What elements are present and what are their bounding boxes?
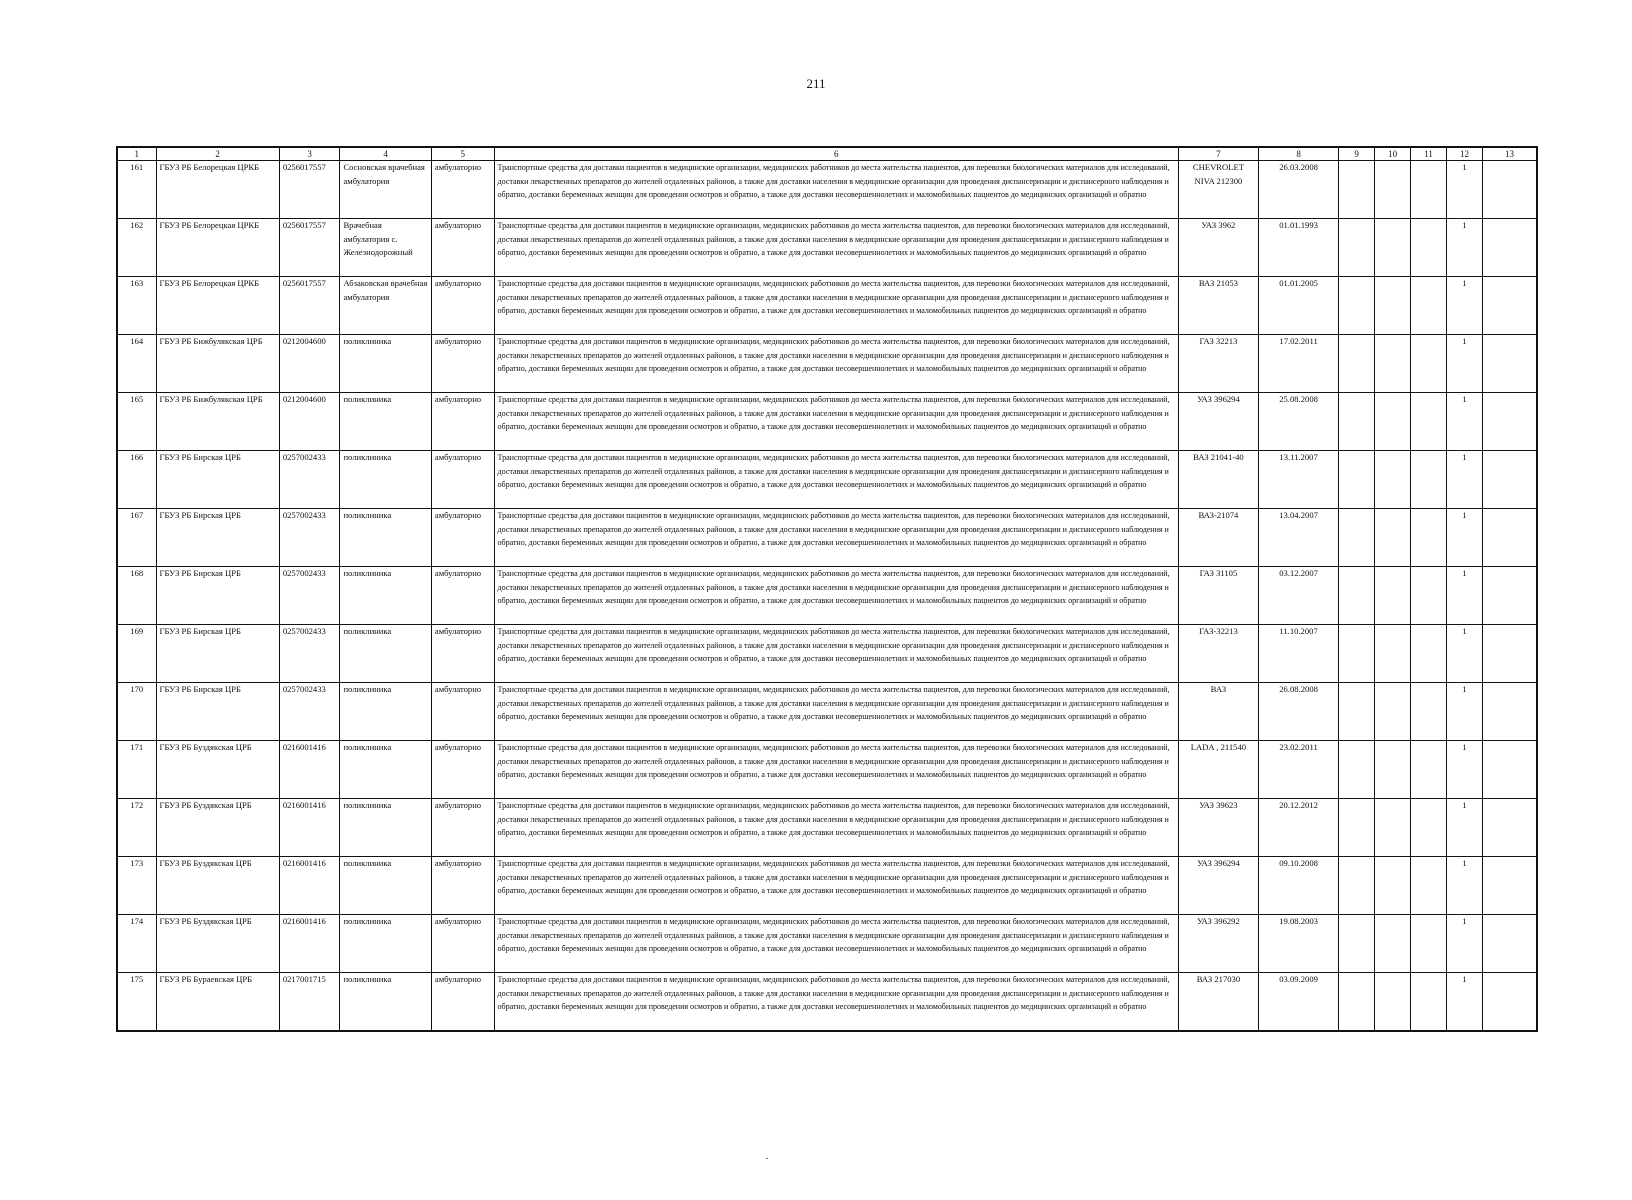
column-11-cell bbox=[1411, 451, 1447, 509]
purpose-description-cell: Транспортные средства для доставки пациентов в медицинские организации, медицинских работников до места жительства пациентов, для перевозки биологических материалов для исследований, доставки лекарственных препаратов до жителей отдаленных районов, а также для доставки населения в медицинские организации для проведения диспансеризации и диспансерного наблюдения и обратно, доставки беременных женщин для проведения осмотров и обратно, а также для доставки несовершеннолетних и маломобильных пациентов до медицинских организаций и обратно bbox=[494, 915, 1178, 973]
subdivision-cell: поликлиника bbox=[340, 741, 431, 799]
table-row bbox=[117, 857, 1537, 915]
acquisition-date-cell: 03.12.2007 bbox=[1259, 567, 1339, 625]
inn-cell: 0257002433 bbox=[279, 567, 340, 625]
inn-cell: 0256017557 bbox=[279, 161, 340, 219]
column-10-cell bbox=[1375, 683, 1411, 741]
page-number: 211 bbox=[806, 76, 826, 91]
row-number-cell: 167 bbox=[117, 509, 156, 567]
inn-cell: 0217001715 bbox=[279, 973, 340, 1032]
column-12-cell: 1 bbox=[1447, 451, 1483, 509]
column-13-cell bbox=[1482, 973, 1537, 1032]
column-11-cell bbox=[1411, 799, 1447, 857]
purpose-description-cell: Транспортные средства для доставки пациентов в медицинские организации, медицинских работников до места жительства пациентов, для перевозки биологических материалов для исследований, доставки лекарственных препаратов до жителей отдаленных районов, а также для доставки населения в медицинские организации для проведения диспансеризации и диспансерного наблюдения и обратно, доставки беременных женщин для проведения осмотров и обратно, а также для доставки несовершеннолетних и маломобильных пациентов до медицинских организаций и обратно bbox=[494, 161, 1178, 219]
column-11-cell bbox=[1411, 393, 1447, 451]
vehicle-model-cell: ВАЗ 21041-40 bbox=[1178, 451, 1258, 509]
column-13-cell bbox=[1482, 799, 1537, 857]
row-number-cell: 165 bbox=[117, 393, 156, 451]
organization-cell: ГБУЗ РБ Белорецкая ЦРКБ bbox=[156, 161, 279, 219]
purpose-description-cell: Транспортные средства для доставки пациентов в медицинские организации, медицинских работников до места жительства пациентов, для перевозки биологических материалов для исследований, доставки лекарственных препаратов до жителей отдаленных районов, а также для доставки населения в медицинские организации для проведения диспансеризации и диспансерного наблюдения и обратно, доставки беременных женщин для проведения осмотров и обратно, а также для доставки несовершеннолетних и маломобильных пациентов до медицинских организаций и обратно bbox=[494, 741, 1178, 799]
column-number-header-row bbox=[117, 147, 1537, 161]
column-13-cell bbox=[1482, 915, 1537, 973]
table-row bbox=[117, 567, 1537, 625]
column-11-cell bbox=[1411, 683, 1447, 741]
subdivision-cell: Сосновская врачебная амбулатория bbox=[340, 161, 431, 219]
table-row bbox=[117, 161, 1537, 219]
column-10-cell bbox=[1375, 915, 1411, 973]
column-12-cell: 1 bbox=[1447, 973, 1483, 1032]
column-13-cell bbox=[1482, 277, 1537, 335]
inn-cell: 0216001416 bbox=[279, 915, 340, 973]
inn-cell: 0256017557 bbox=[279, 277, 340, 335]
column-12-cell: 1 bbox=[1447, 915, 1483, 973]
acquisition-date-cell: 17.02.2011 bbox=[1259, 335, 1339, 393]
subdivision-cell: поликлиника bbox=[340, 799, 431, 857]
acquisition-date-cell: 09.10.2008 bbox=[1259, 857, 1339, 915]
row-number-cell: 173 bbox=[117, 857, 156, 915]
column-13-cell bbox=[1482, 741, 1537, 799]
column-12-cell: 1 bbox=[1447, 625, 1483, 683]
organization-cell: ГБУЗ РБ Бирская ЦРБ bbox=[156, 567, 279, 625]
organization-cell: ГБУЗ РБ Бирская ЦРБ bbox=[156, 451, 279, 509]
column-11-cell bbox=[1411, 161, 1447, 219]
column-header: 13 bbox=[1482, 147, 1537, 161]
subdivision-cell: поликлиника bbox=[340, 625, 431, 683]
subdivision-cell: поликлиника bbox=[340, 915, 431, 973]
care-type-cell: амбулаторно bbox=[431, 567, 494, 625]
column-header: 8 bbox=[1259, 147, 1339, 161]
vehicle-model-cell: CHEVROLET NIVA 212300 bbox=[1178, 161, 1258, 219]
subdivision-cell: поликлиника bbox=[340, 509, 431, 567]
row-number-cell: 172 bbox=[117, 799, 156, 857]
care-type-cell: амбулаторно bbox=[431, 509, 494, 567]
organization-cell: ГБУЗ РБ Бураевская ЦРБ bbox=[156, 973, 279, 1032]
organization-cell: ГБУЗ РБ Буздякская ЦРБ bbox=[156, 741, 279, 799]
column-9-cell bbox=[1339, 219, 1375, 277]
purpose-description-cell: Транспортные средства для доставки пациентов в медицинские организации, медицинских работников до места жительства пациентов, для перевозки биологических материалов для исследований, доставки лекарственных препаратов до жителей отдаленных районов, а также для доставки населения в медицинские организации для проведения диспансеризации и диспансерного наблюдения и обратно, доставки беременных женщин для проведения осмотров и обратно, а также для доставки несовершеннолетних и маломобильных пациентов до медицинских организаций и обратно bbox=[494, 567, 1178, 625]
organization-cell: ГБУЗ РБ Белорецкая ЦРКБ bbox=[156, 219, 279, 277]
purpose-description-cell: Транспортные средства для доставки пациентов в медицинские организации, медицинских работников до места жительства пациентов, для перевозки биологических материалов для исследований, доставки лекарственных препаратов до жителей отдаленных районов, а также для доставки населения в медицинские организации для проведения диспансеризации и диспансерного наблюдения и обратно, доставки беременных женщин для проведения осмотров и обратно, а также для доставки несовершеннолетних и маломобильных пациентов до медицинских организаций и обратно bbox=[494, 277, 1178, 335]
acquisition-date-cell: 25.08.2008 bbox=[1259, 393, 1339, 451]
care-type-cell: амбулаторно bbox=[431, 161, 494, 219]
table-row bbox=[117, 973, 1537, 1032]
purpose-description-cell: Транспортные средства для доставки пациентов в медицинские организации, медицинских работников до места жительства пациентов, для перевозки биологических материалов для исследований, доставки лекарственных препаратов до жителей отдаленных районов, а также для доставки населения в медицинские организации для проведения диспансеризации и диспансерного наблюдения и обратно, доставки беременных женщин для проведения осмотров и обратно, а также для доставки несовершеннолетних и маломобильных пациентов до медицинских организаций и обратно bbox=[494, 683, 1178, 741]
organization-cell: ГБУЗ РБ Бижбулякская ЦРБ bbox=[156, 335, 279, 393]
column-9-cell bbox=[1339, 451, 1375, 509]
column-12-cell: 1 bbox=[1447, 509, 1483, 567]
organization-cell: ГБУЗ РБ Буздякская ЦРБ bbox=[156, 799, 279, 857]
vehicle-model-cell: ВАЗ 21053 bbox=[1178, 277, 1258, 335]
purpose-description-cell: Транспортные средства для доставки пациентов в медицинские организации, медицинских работников до места жительства пациентов, для перевозки биологических материалов для исследований, доставки лекарственных препаратов до жителей отдаленных районов, а также для доставки населения в медицинские организации для проведения диспансеризации и диспансерного наблюдения и обратно, доставки беременных женщин для проведения осмотров и обратно, а также для доставки несовершеннолетних и маломобильных пациентов до медицинских организаций и обратно bbox=[494, 509, 1178, 567]
inn-cell: 0256017557 bbox=[279, 219, 340, 277]
purpose-description-cell: Транспортные средства для доставки пациентов в медицинские организации, медицинских работников до места жительства пациентов, для перевозки биологических материалов для исследований, доставки лекарственных препаратов до жителей отдаленных районов, а также для доставки населения в медицинские организации для проведения диспансеризации и диспансерного наблюдения и обратно, доставки беременных женщин для проведения осмотров и обратно, а также для доставки несовершеннолетних и маломобильных пациентов до медицинских организаций и обратно bbox=[494, 451, 1178, 509]
care-type-cell: амбулаторно bbox=[431, 799, 494, 857]
column-12-cell: 1 bbox=[1447, 857, 1483, 915]
column-11-cell bbox=[1411, 915, 1447, 973]
vehicle-model-cell: ВАЗ bbox=[1178, 683, 1258, 741]
acquisition-date-cell: 11.10.2007 bbox=[1259, 625, 1339, 683]
vehicle-model-cell: УАЗ 39623 bbox=[1178, 799, 1258, 857]
column-11-cell bbox=[1411, 857, 1447, 915]
organization-cell: ГБУЗ РБ Буздякская ЦРБ bbox=[156, 857, 279, 915]
column-10-cell bbox=[1375, 335, 1411, 393]
column-10-cell bbox=[1375, 393, 1411, 451]
organization-cell: ГБУЗ РБ Бирская ЦРБ bbox=[156, 509, 279, 567]
care-type-cell: амбулаторно bbox=[431, 741, 494, 799]
column-12-cell: 1 bbox=[1447, 335, 1483, 393]
subdivision-cell: поликлиника bbox=[340, 683, 431, 741]
column-10-cell bbox=[1375, 219, 1411, 277]
column-10-cell bbox=[1375, 741, 1411, 799]
column-9-cell bbox=[1339, 335, 1375, 393]
care-type-cell: амбулаторно bbox=[431, 857, 494, 915]
row-number-cell: 161 bbox=[117, 161, 156, 219]
column-13-cell bbox=[1482, 451, 1537, 509]
acquisition-date-cell: 19.08.2003 bbox=[1259, 915, 1339, 973]
inn-cell: 0216001416 bbox=[279, 741, 340, 799]
organization-cell: ГБУЗ РБ Бирская ЦРБ bbox=[156, 625, 279, 683]
column-11-cell bbox=[1411, 625, 1447, 683]
column-12-cell: 1 bbox=[1447, 219, 1483, 277]
column-header: 1 bbox=[117, 147, 156, 161]
vehicle-model-cell: ВАЗ-21074 bbox=[1178, 509, 1258, 567]
row-number-cell: 168 bbox=[117, 567, 156, 625]
column-9-cell bbox=[1339, 393, 1375, 451]
purpose-description-cell: Транспортные средства для доставки пациентов в медицинские организации, медицинских работников до места жительства пациентов, для перевозки биологических материалов для исследований, доставки лекарственных препаратов до жителей отдаленных районов, а также для доставки населения в медицинские организации для проведения диспансеризации и диспансерного наблюдения и обратно, доставки беременных женщин для проведения осмотров и обратно, а также для доставки несовершеннолетних и маломобильных пациентов до медицинских организаций и обратно bbox=[494, 219, 1178, 277]
table-row bbox=[117, 277, 1537, 335]
vehicle-model-cell: LADA , 211540 bbox=[1178, 741, 1258, 799]
column-9-cell bbox=[1339, 683, 1375, 741]
column-10-cell bbox=[1375, 161, 1411, 219]
inn-cell: 0257002433 bbox=[279, 509, 340, 567]
column-12-cell: 1 bbox=[1447, 161, 1483, 219]
row-number-cell: 170 bbox=[117, 683, 156, 741]
column-13-cell bbox=[1482, 857, 1537, 915]
acquisition-date-cell: 23.02.2011 bbox=[1259, 741, 1339, 799]
column-9-cell bbox=[1339, 741, 1375, 799]
column-10-cell bbox=[1375, 973, 1411, 1032]
table-row bbox=[117, 509, 1537, 567]
column-9-cell bbox=[1339, 625, 1375, 683]
subdivision-cell: поликлиника bbox=[340, 451, 431, 509]
column-header: 4 bbox=[340, 147, 431, 161]
care-type-cell: амбулаторно bbox=[431, 683, 494, 741]
column-11-cell bbox=[1411, 219, 1447, 277]
acquisition-date-cell: 03.09.2009 bbox=[1259, 973, 1339, 1032]
vehicle-registry-table bbox=[116, 146, 1538, 1032]
scan-speck bbox=[766, 1158, 768, 1159]
organization-cell: ГБУЗ РБ Буздякская ЦРБ bbox=[156, 915, 279, 973]
column-9-cell bbox=[1339, 567, 1375, 625]
column-9-cell bbox=[1339, 915, 1375, 973]
column-header: 12 bbox=[1447, 147, 1483, 161]
column-13-cell bbox=[1482, 393, 1537, 451]
acquisition-date-cell: 26.08.2008 bbox=[1259, 683, 1339, 741]
column-9-cell bbox=[1339, 799, 1375, 857]
vehicle-model-cell: ГАЗ 31105 bbox=[1178, 567, 1258, 625]
inn-cell: 0212004600 bbox=[279, 393, 340, 451]
column-13-cell bbox=[1482, 625, 1537, 683]
table-row bbox=[117, 799, 1537, 857]
organization-cell: ГБУЗ РБ Белорецкая ЦРКБ bbox=[156, 277, 279, 335]
row-number-cell: 164 bbox=[117, 335, 156, 393]
column-11-cell bbox=[1411, 741, 1447, 799]
vehicle-model-cell: УАЗ 396294 bbox=[1178, 857, 1258, 915]
row-number-cell: 169 bbox=[117, 625, 156, 683]
column-9-cell bbox=[1339, 277, 1375, 335]
column-header: 7 bbox=[1178, 147, 1258, 161]
table-row bbox=[117, 741, 1537, 799]
column-12-cell: 1 bbox=[1447, 277, 1483, 335]
vehicle-model-cell: ГАЗ-32213 bbox=[1178, 625, 1258, 683]
row-number-cell: 163 bbox=[117, 277, 156, 335]
column-10-cell bbox=[1375, 799, 1411, 857]
care-type-cell: амбулаторно bbox=[431, 451, 494, 509]
acquisition-date-cell: 01.01.1993 bbox=[1259, 219, 1339, 277]
care-type-cell: амбулаторно bbox=[431, 625, 494, 683]
column-13-cell bbox=[1482, 161, 1537, 219]
organization-cell: ГБУЗ РБ Бирская ЦРБ bbox=[156, 683, 279, 741]
inn-cell: 0257002433 bbox=[279, 451, 340, 509]
subdivision-cell: поликлиника bbox=[340, 393, 431, 451]
table-row bbox=[117, 393, 1537, 451]
acquisition-date-cell: 20.12.2012 bbox=[1259, 799, 1339, 857]
column-13-cell bbox=[1482, 219, 1537, 277]
table-row bbox=[117, 915, 1537, 973]
column-9-cell bbox=[1339, 161, 1375, 219]
inn-cell: 0216001416 bbox=[279, 857, 340, 915]
column-12-cell: 1 bbox=[1447, 683, 1483, 741]
inn-cell: 0257002433 bbox=[279, 683, 340, 741]
table-row bbox=[117, 683, 1537, 741]
table-row bbox=[117, 335, 1537, 393]
column-10-cell bbox=[1375, 509, 1411, 567]
column-12-cell: 1 bbox=[1447, 799, 1483, 857]
column-header: 2 bbox=[156, 147, 279, 161]
row-number-cell: 174 bbox=[117, 915, 156, 973]
column-header: 5 bbox=[431, 147, 494, 161]
inn-cell: 0257002433 bbox=[279, 625, 340, 683]
row-number-cell: 175 bbox=[117, 973, 156, 1032]
column-header: 3 bbox=[279, 147, 340, 161]
column-13-cell bbox=[1482, 335, 1537, 393]
table-row bbox=[117, 625, 1537, 683]
column-9-cell bbox=[1339, 509, 1375, 567]
table-row bbox=[117, 451, 1537, 509]
column-header: 6 bbox=[494, 147, 1178, 161]
column-12-cell: 1 bbox=[1447, 741, 1483, 799]
column-10-cell bbox=[1375, 625, 1411, 683]
column-9-cell bbox=[1339, 973, 1375, 1032]
inn-cell: 0216001416 bbox=[279, 799, 340, 857]
column-12-cell: 1 bbox=[1447, 393, 1483, 451]
table-body bbox=[117, 161, 1537, 1032]
column-header: 11 bbox=[1411, 147, 1447, 161]
subdivision-cell: Абзаковская врачебная амбулатория bbox=[340, 277, 431, 335]
row-number-cell: 162 bbox=[117, 219, 156, 277]
column-11-cell bbox=[1411, 335, 1447, 393]
column-10-cell bbox=[1375, 277, 1411, 335]
vehicle-model-cell: УАЗ 396292 bbox=[1178, 915, 1258, 973]
care-type-cell: амбулаторно bbox=[431, 277, 494, 335]
column-11-cell bbox=[1411, 973, 1447, 1032]
acquisition-date-cell: 13.11.2007 bbox=[1259, 451, 1339, 509]
acquisition-date-cell: 26.03.2008 bbox=[1259, 161, 1339, 219]
inn-cell: 0212004600 bbox=[279, 335, 340, 393]
subdivision-cell: поликлиника bbox=[340, 973, 431, 1032]
care-type-cell: амбулаторно bbox=[431, 219, 494, 277]
vehicle-model-cell: УАЗ 396294 bbox=[1178, 393, 1258, 451]
vehicle-model-cell: УАЗ 3962 bbox=[1178, 219, 1258, 277]
column-13-cell bbox=[1482, 509, 1537, 567]
column-11-cell bbox=[1411, 509, 1447, 567]
subdivision-cell: поликлиника bbox=[340, 335, 431, 393]
column-10-cell bbox=[1375, 857, 1411, 915]
column-header: 10 bbox=[1375, 147, 1411, 161]
care-type-cell: амбулаторно bbox=[431, 973, 494, 1032]
care-type-cell: амбулаторно bbox=[431, 393, 494, 451]
purpose-description-cell: Транспортные средства для доставки пациентов в медицинские организации, медицинских работников до места жительства пациентов, для перевозки биологических материалов для исследований, доставки лекарственных препаратов до жителей отдаленных районов, а также для доставки населения в медицинские организации для проведения диспансеризации и диспансерного наблюдения и обратно, доставки беременных женщин для проведения осмотров и обратно, а также для доставки несовершеннолетних и маломобильных пациентов до медицинских организаций и обратно bbox=[494, 335, 1178, 393]
purpose-description-cell: Транспортные средства для доставки пациентов в медицинские организации, медицинских работников до места жительства пациентов, для перевозки биологических материалов для исследований, доставки лекарственных препаратов до жителей отдаленных районов, а также для доставки населения в медицинские организации для проведения диспансеризации и диспансерного наблюдения и обратно, доставки беременных женщин для проведения осмотров и обратно, а также для доставки несовершеннолетних и маломобильных пациентов до медицинских организаций и обратно bbox=[494, 393, 1178, 451]
column-13-cell bbox=[1482, 567, 1537, 625]
column-10-cell bbox=[1375, 567, 1411, 625]
acquisition-date-cell: 13.04.2007 bbox=[1259, 509, 1339, 567]
column-header: 9 bbox=[1339, 147, 1375, 161]
acquisition-date-cell: 01.01.2005 bbox=[1259, 277, 1339, 335]
column-12-cell: 1 bbox=[1447, 567, 1483, 625]
purpose-description-cell: Транспортные средства для доставки пациентов в медицинские организации, медицинских работников до места жительства пациентов, для перевозки биологических материалов для исследований, доставки лекарственных препаратов до жителей отдаленных районов, а также для доставки населения в медицинские организации для проведения диспансеризации и диспансерного наблюдения и обратно, доставки беременных женщин для проведения осмотров и обратно, а также для доставки несовершеннолетних и маломобильных пациентов до медицинских организаций и обратно bbox=[494, 799, 1178, 857]
table-row bbox=[117, 219, 1537, 277]
row-number-cell: 166 bbox=[117, 451, 156, 509]
column-13-cell bbox=[1482, 683, 1537, 741]
vehicle-model-cell: ВАЗ 217030 bbox=[1178, 973, 1258, 1032]
purpose-description-cell: Транспортные средства для доставки пациентов в медицинские организации, медицинских работников до места жительства пациентов, для перевозки биологических материалов для исследований, доставки лекарственных препаратов до жителей отдаленных районов, а также для доставки населения в медицинские организации для проведения диспансеризации и диспансерного наблюдения и обратно, доставки беременных женщин для проведения осмотров и обратно, а также для доставки несовершеннолетних и маломобильных пациентов до медицинских организаций и обратно bbox=[494, 857, 1178, 915]
column-9-cell bbox=[1339, 857, 1375, 915]
column-11-cell bbox=[1411, 277, 1447, 335]
purpose-description-cell: Транспортные средства для доставки пациентов в медицинские организации, медицинских работников до места жительства пациентов, для перевозки биологических материалов для исследований, доставки лекарственных препаратов до жителей отдаленных районов, а также для доставки населения в медицинские организации для проведения диспансеризации и диспансерного наблюдения и обратно, доставки беременных женщин для проведения осмотров и обратно, а также для доставки несовершеннолетних и маломобильных пациентов до медицинских организаций и обратно bbox=[494, 973, 1178, 1032]
purpose-description-cell: Транспортные средства для доставки пациентов в медицинские организации, медицинских работников до места жительства пациентов, для перевозки биологических материалов для исследований, доставки лекарственных препаратов до жителей отдаленных районов, а также для доставки населения в медицинские организации для проведения диспансеризации и диспансерного наблюдения и обратно, доставки беременных женщин для проведения осмотров и обратно, а также для доставки несовершеннолетних и маломобильных пациентов до медицинских организаций и обратно bbox=[494, 625, 1178, 683]
column-10-cell bbox=[1375, 451, 1411, 509]
vehicle-model-cell: ГАЗ 32213 bbox=[1178, 335, 1258, 393]
row-number-cell: 171 bbox=[117, 741, 156, 799]
care-type-cell: амбулаторно bbox=[431, 335, 494, 393]
column-11-cell bbox=[1411, 567, 1447, 625]
subdivision-cell: поликлиника bbox=[340, 567, 431, 625]
subdivision-cell: поликлиника bbox=[340, 857, 431, 915]
organization-cell: ГБУЗ РБ Бижбулякская ЦРБ bbox=[156, 393, 279, 451]
subdivision-cell: Врачебная амбулатория с. Железнодорожный bbox=[340, 219, 431, 277]
care-type-cell: амбулаторно bbox=[431, 915, 494, 973]
